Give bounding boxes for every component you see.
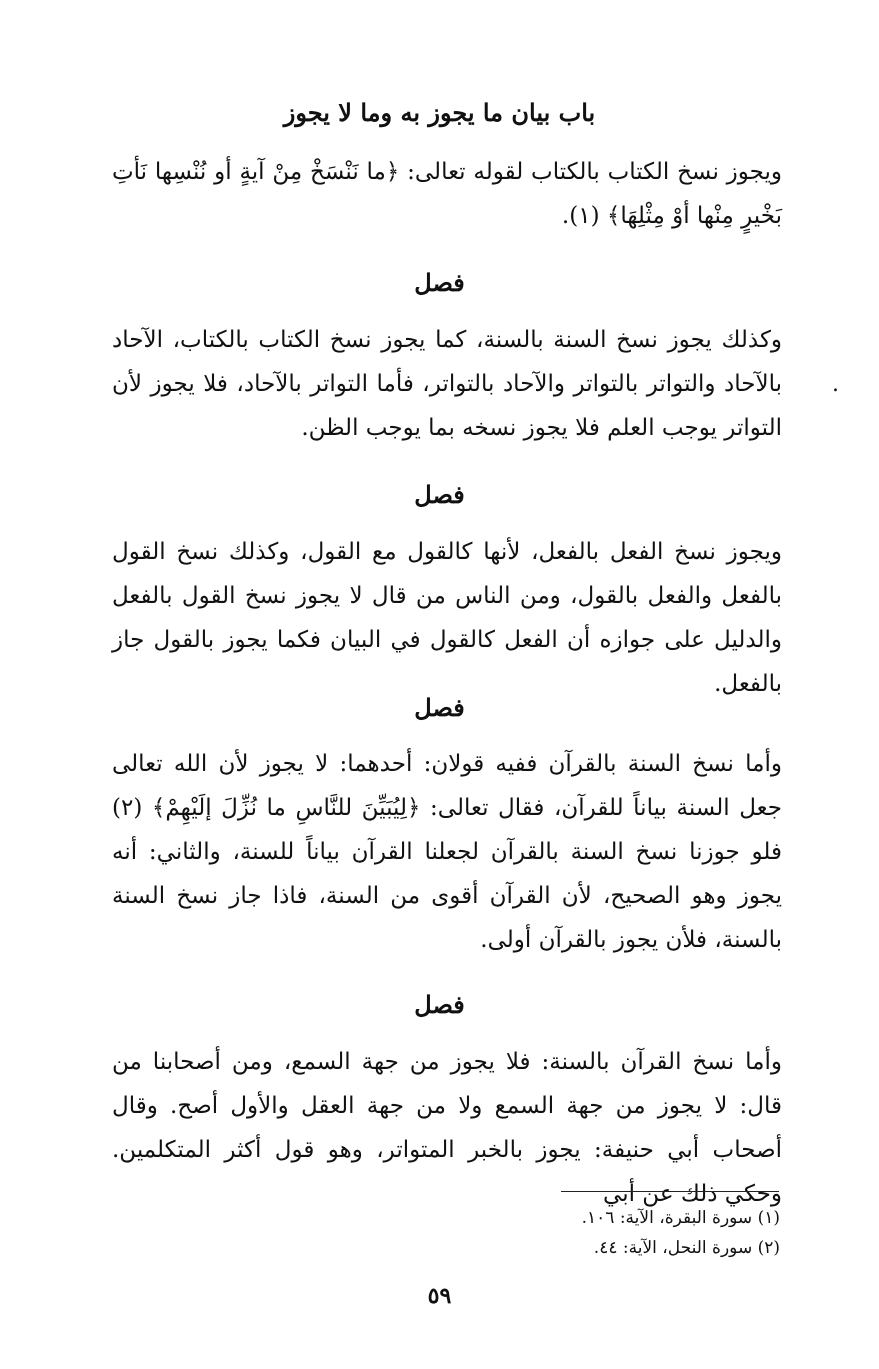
section-3-paragraph: وأما نسخ السنة بالقرآن ففيه قولان: أحدهما: لا يجوز لأن الله تعالى جعل السنة بياناً للقرآن، فقال تعالى: ﴿لِيُبَيِّنَ للنَّاسِ ما نُزِّلَ إلَيْهِمْ﴾ (٢) فلو جوزنا نسخ السنة بالقرآن لجعلنا القرآن بياناً للسنة، والثاني: أنه يجوز وهو الصحيح، لأن القرآن أقوى من السنة، فاذا جاز نسخ السنة بالسنة، فلأن يجوز بالقرآن أولى.	[112, 751, 782, 953]
page-number: ٥٩	[427, 1283, 452, 1309]
stray-dot: .	[832, 372, 839, 397]
footnote-2: (٢) سورة النحل، الآية: ٤٤.	[593, 1238, 780, 1258]
section-4-paragraph: وأما نسخ القرآن بالسنة: فلا يجوز من جهة السمع، ومن أصحابنا من قال: لا يجوز من جهة السمع ولا من جهة العقل والأول أصح. وقال أصحاب أبي حنيفة: يجوز بالخبر المتواتر، وهو قول أكثر المتكلمين. وحكي ذلك عن أبي	[112, 1049, 782, 1207]
section-heading-1: فصل	[414, 268, 465, 297]
section-heading-3: فصل	[414, 693, 465, 722]
section-2-paragraph: ويجوز نسخ الفعل بالفعل، لأنها كالقول مع القول، وكذلك نسخ القول بالفعل والفعل بالقول، ومن الناس من قال لا يجوز نسخ القول بالفعل والدليل على جوازه أن الفعل كالقول في البيان فكما يجوز بالقول جاز بالفعل.	[112, 539, 782, 697]
footnote-1: (١) سورة البقرة، الآية: ١٠٦.	[581, 1208, 780, 1228]
section-1-paragraph: وكذلك يجوز نسخ السنة بالسنة، كما يجوز نسخ الكتاب بالكتاب، الآحاد بالآحاد والتواتر بالتواتر والآحاد بالتواتر، فأما التواتر بالآحاد، فلا يجوز لأن التواتر يوجب العلم فلا يجوز نسخه بما يوجب الظن.	[112, 327, 782, 441]
intro-paragraph: ويجوز نسخ الكتاب بالكتاب لقوله تعالى: ﴿ما نَنْسَخْ مِنْ آيةٍ أو نُنْسِها نَأتِ بَخْيرٍ مِنْها أوْ مِثْلِهَا﴾ (١).	[112, 159, 782, 229]
footnote-divider	[561, 1191, 779, 1192]
section-heading-2: فصل	[414, 480, 465, 509]
chapter-title: باب بيان ما يجوز به وما لا يجوز	[283, 98, 596, 127]
section-heading-4: فصل	[414, 990, 465, 1019]
